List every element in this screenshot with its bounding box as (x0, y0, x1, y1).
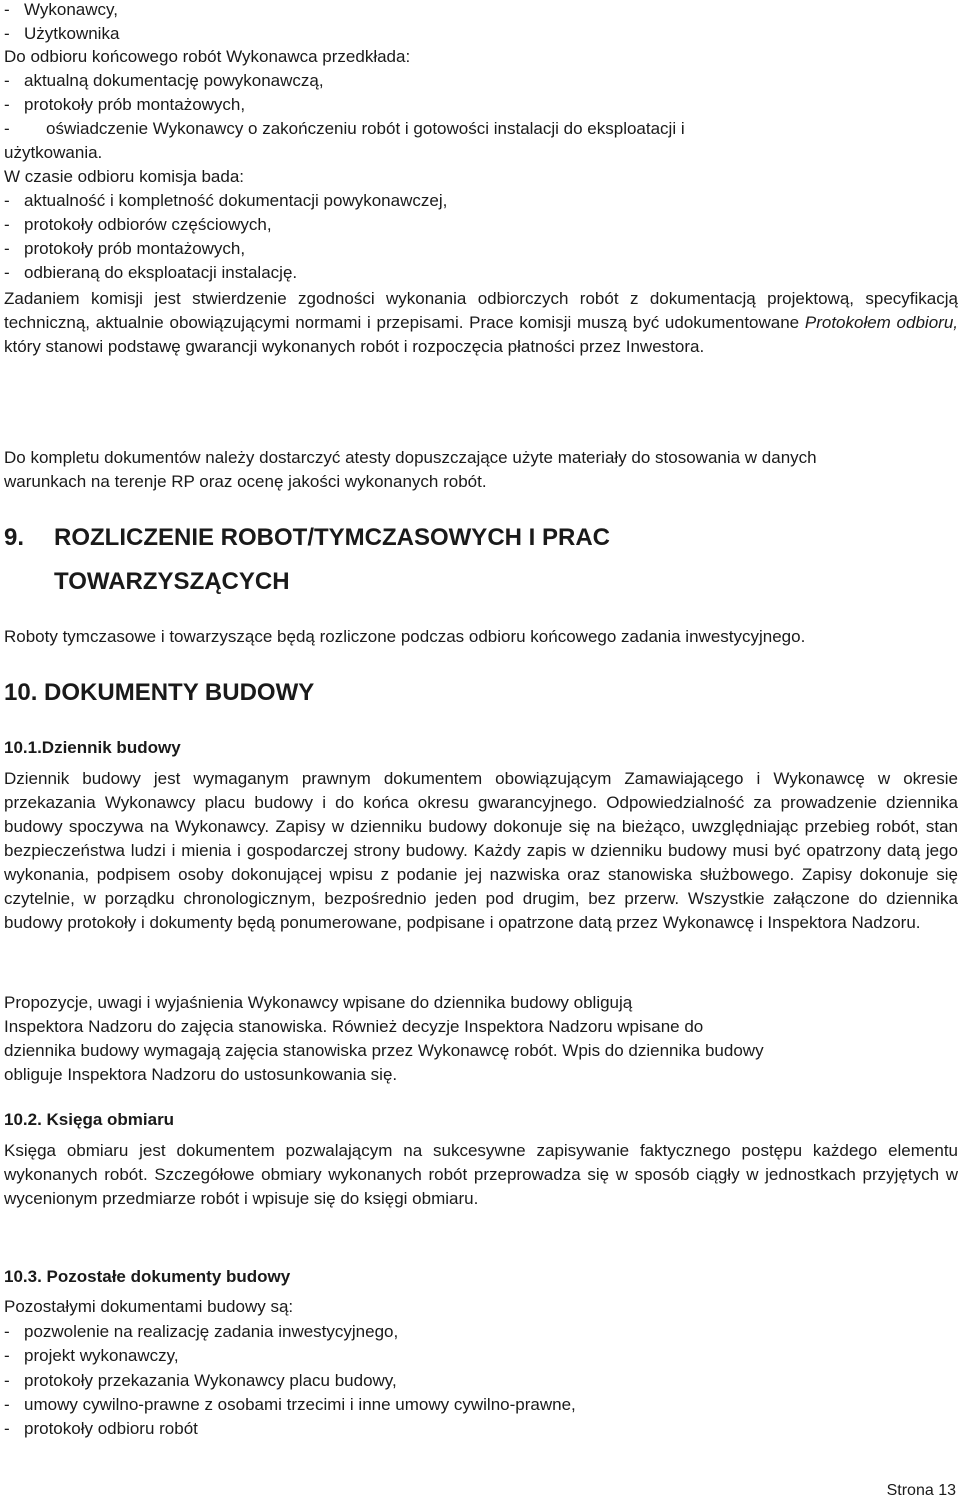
list-item: - odbieraną do eksploatacji instalację. (4, 263, 298, 282)
list-item: - protokoły prób montażowych, (4, 239, 246, 258)
paragraph: W czasie odbioru komisja bada: (4, 167, 245, 186)
paragraph-line: obliguje Inspektora Nadzoru do ustosunkowania się. (4, 1065, 398, 1084)
paragraph-line: dziennika budowy wymagają zajęcia stanowiska przez Wykonawcę robót. Wpis do dziennika budowy (4, 1041, 764, 1060)
paragraph: Do kompletu dokumentów należy dostarczyć atesty dopuszczające użyte materiały do stosowania w danych warunkach na terenje RP oraz ocenę jakości wykonanych robót. (4, 448, 817, 491)
list-item: - aktualną dokumentację powykonawczą, (4, 71, 324, 90)
list-item-continuation: użytkowania. (4, 143, 103, 162)
list-item: - protokoły odbiorów częściowych, (4, 215, 272, 234)
list-item: - umowy cywilno-prawne z osobami trzecimi i inne umowy cywilno-prawne, (4, 1395, 576, 1414)
list-item: - Wykonawcy, (4, 0, 118, 19)
paragraph: Dziennik budowy jest wymaganym prawnym dokumentem obowiązującym Zamawiającego i Wykonawcę w okresie przekazania Wykonawcy placu budowy i do końca okresu gwarancyjnego. Odpowiedzialność za prowadzenie dziennika budowy spoczywa na Wykonawcy. Zapisy w dzienniku budowy dokonuje się na bieżąco, uwzględniając przebieg robót, stan bezpieczeństwa ludzi i mienia i gospodarczej strony budowy. Każdy zapis w dzienniku budowy musi być opatrzony datą jego wykonania, podpisem osoby dokonującej wpisu z podanie jej nazwiska oraz stanowiska służbowego. Zapisy dokonuje się czytelnie, w porządku chronologicznym, bezpośrednio jeden pod drugim, bez przerw. Wszystkie załączone do dziennika budowy protokoły i dokumenty będą ponumerowane, podpisane i opatrzone datą przez Wykonawcę i Inspektora Nadzoru. (4, 769, 958, 932)
paragraph: Roboty tymczasowe i towarzyszące będą rozliczone podczas odbioru końcowego zadania inwestycyjnego. (4, 627, 806, 646)
list-item: - protokoły odbioru robót (4, 1419, 198, 1438)
subsection-heading: 10.1.Dziennik budowy (4, 738, 181, 757)
paragraph: Pozostałymi dokumentami budowy są: (4, 1297, 294, 1316)
list-item: - oświadczenie Wykonawcy o zakończeniu robót i gotowości instalacji do eksploatacji i (4, 119, 685, 138)
paragraph: Zadaniem komisji jest stwierdzenie zgodności wykonania odbiorczych robót z dokumentacją projektową, specyfikacją techniczną, aktualnie obowiązującymi normami i przepisami. Prace komisji muszą być udokumentowane Protokołem odbioru, który stanowi podstawę gwarancji wykonanych robót i rozpoczęcia płatności przez Inwestora. (4, 289, 958, 356)
list-item: - Użytkownika (4, 24, 120, 43)
page-number: Strona 13 (886, 1482, 956, 1499)
paragraph-line: Inspektora Nadzoru do zajęcia stanowiska. Również decyzje Inspektora Nadzoru wpisane do (4, 1017, 704, 1036)
section-heading: 9. ROZLICZENIE ROBOT/TYMCZASOWYCH I PRAC (4, 524, 610, 551)
paragraph: Do odbioru końcowego robót Wykonawca przedkłada: (4, 47, 411, 66)
list-item: - protokoły przekazania Wykonawcy placu budowy, (4, 1371, 397, 1390)
list-item: - pozwolenie na realizację zadania inwestycyjnego, (4, 1322, 399, 1341)
list-item: - projekt wykonawczy, (4, 1346, 179, 1365)
paragraph: Księga obmiaru jest dokumentem pozwalającym na sukcesywne zapisywanie faktycznego postępu każdego elementu wykonanych robót. Szczegółowe obmiary wykonanych robót przeprowadza się w sposób ciągły w jednostkach przyjętych w wycenionym przedmiarze robót i wpisuje się do księgi obmiaru. (4, 1141, 958, 1208)
subsection-heading: 10.2. Księga obmiaru (4, 1110, 175, 1129)
section-heading-continuation: TOWARZYSZĄCYCH (54, 568, 290, 595)
list-item: - protokoły prób montażowych, (4, 95, 246, 114)
list-item: - aktualność i kompletność dokumentacji powykonawczej, (4, 191, 448, 210)
subsection-heading: 10.3. Pozostałe dokumenty budowy (4, 1267, 291, 1286)
paragraph-line: Propozycje, uwagi i wyjaśnienia Wykonawcy wpisane do dziennika budowy obligują (4, 993, 633, 1012)
section-heading: 10. DOKUMENTY BUDOWY (4, 679, 315, 706)
